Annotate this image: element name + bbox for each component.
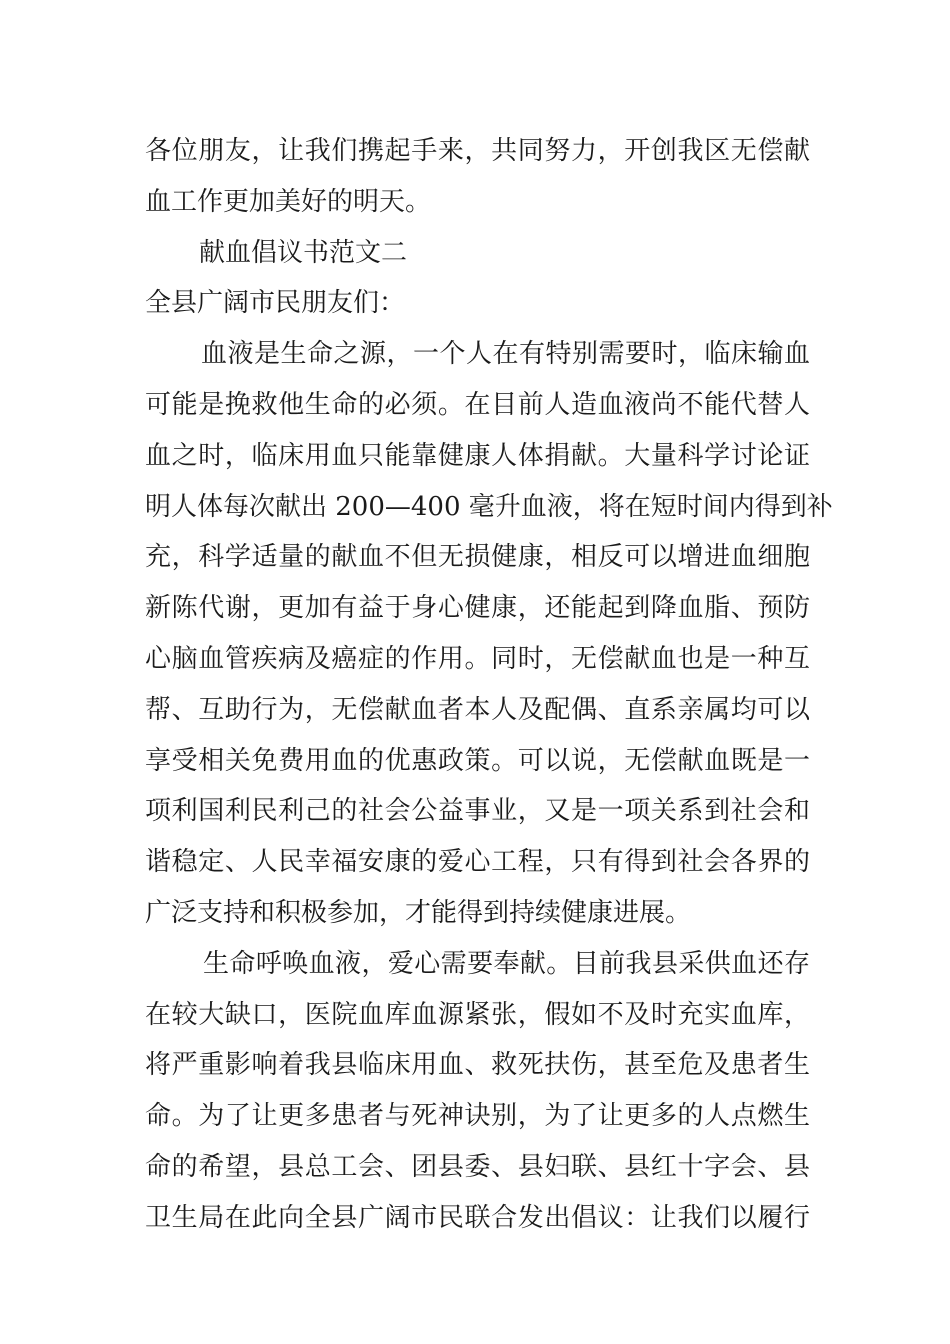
text-line: 项利国利民利己的社会公益事业，又是一项关系到社会和	[145, 796, 810, 827]
text-line: 各位朋友，让我们携起手来，共同努力，开创我区无偿献	[145, 136, 810, 166]
salutation: 全县广阔市民朋友们：	[145, 288, 406, 319]
document-body	[145, 126, 833, 1244]
text-line: 血液是生命之源，一个人在有特别需要时，临床输血	[201, 339, 810, 370]
text-line: 谐稳定、人民幸福安康的爱心工程，只有得到社会各界的	[145, 847, 810, 878]
text-line: 血工作更加美好的明天。	[145, 186, 432, 217]
text-line: 享受相关免费用血的优惠政策。可以说，无偿献血既是一	[145, 745, 810, 776]
text-line: 生命呼唤血液，爱心需要奉献。目前我县采供血还存	[203, 948, 810, 979]
text-line: 血之时，临床用血只能靠健康人体捐献。大量科学讨论证	[145, 440, 810, 471]
text-line: 明人体每次献出 200—400 毫升血液，将在短时间内得到补	[145, 491, 833, 522]
text-line: 命。为了让更多患者与死神诀别，为了让更多的人点燃生	[145, 1101, 810, 1132]
text-line: 新陈代谢，更加有益于身心健康，还能起到降血脂、预防	[145, 593, 810, 624]
text-line: 广泛支持和积极参加，才能得到持续健康进展。	[145, 897, 692, 928]
text-line: 卫生局在此向全县广阔市民联合发出倡议：让我们以履行	[145, 1202, 810, 1233]
text-line: 可能是挽救他生命的必须。在目前人造血液尚不能代替人	[145, 389, 810, 420]
section-heading: 献血倡议书范文二	[199, 237, 408, 268]
text-line: 在较大缺口，医院血库血源紧张，假如不及时充实血库，	[145, 999, 810, 1030]
text-line: 充，科学适量的献血不但无损健康，相反可以增进血细胞	[145, 542, 810, 573]
text-line: 心脑血管疾病及癌症的作用。同时，无偿献血也是一种互	[145, 643, 810, 674]
text-line: 将严重影响着我县临床用血、救死扶伤，甚至危及患者生	[145, 1050, 810, 1081]
text-line: 帮、互助行为，无偿献血者本人及配偶、直系亲属均可以	[145, 694, 810, 725]
text-line: 命的希望，县总工会、团县委、县妇联、县红十字会、县	[145, 1151, 810, 1182]
